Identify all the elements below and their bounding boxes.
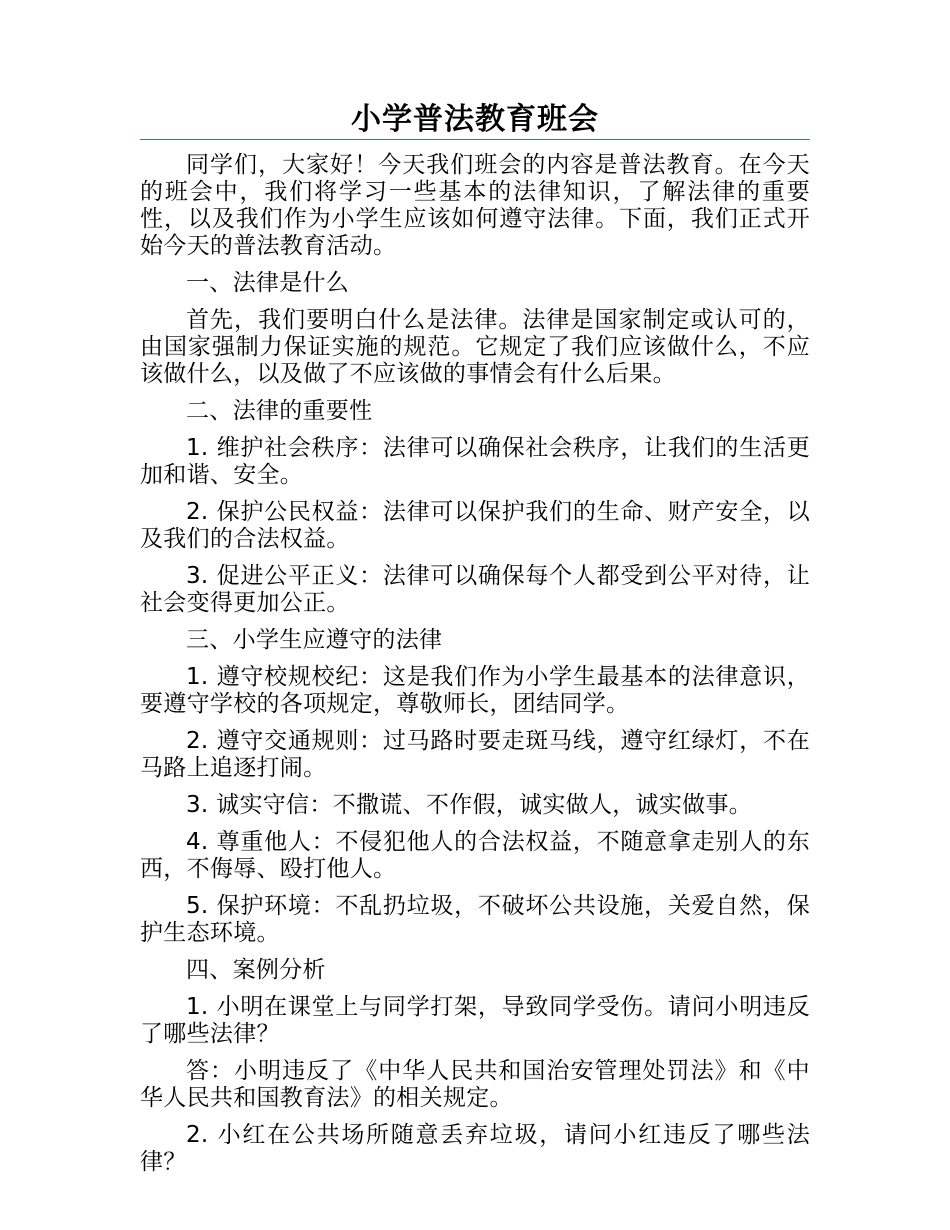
case-answer-1: 答：小明违反了《中华人民共和国治安管理处罚法》和《中华人民共和国教育法》的相关规定。	[140, 1058, 810, 1111]
case-question-1: 1. 小明在课堂上与同学打架，导致同学受伤。请问小明违反了哪些法律？	[140, 994, 810, 1047]
law-definition-paragraph: 首先，我们要明白什么是法律。法律是国家制定或认可的，由国家强制力保证实施的规范。它规定了我们应该做什么，不应该做什么，以及做了不应该做的事情会有什么后果。	[140, 307, 810, 387]
rule-item-5: 5. 保护环境：不乱扔垃圾，不破坏公共设施，关爱自然，保护生态环境。	[140, 893, 810, 946]
importance-item-2: 2. 保护公民权益：法律可以保护我们的生命、财产安全，以及我们的合法权益。	[140, 499, 810, 552]
intro-paragraph: 同学们，大家好！今天我们班会的内容是普法教育。在今天的班会中，我们将学习一些基本的法律知识，了解法律的重要性，以及我们作为小学生应该如何遵守法律。下面，我们正式开始今天的普法教育活动。	[140, 152, 810, 259]
title-underline	[140, 139, 810, 140]
importance-item-3: 3. 促进公平正义：法律可以确保每个人都受到公平对待，让社会变得更加公正。	[140, 563, 810, 616]
rule-item-1: 1. 遵守校规校纪：这是我们作为小学生最基本的法律意识，要遵守学校的各项规定，尊敬师长，团结同学。	[140, 664, 810, 717]
section-heading-3: 三、小学生应遵守的法律	[186, 627, 443, 653]
section-heading-1: 一、法律是什么	[186, 270, 350, 296]
rule-item-2: 2. 遵守交通规则：过马路时要走斑马线，遵守红绿灯，不在马路上追逐打闹。	[140, 728, 810, 781]
document-body	[140, 152, 810, 1176]
importance-item-1: 1. 维护社会秩序：法律可以确保社会秩序，让我们的生活更加和谐、安全。	[140, 435, 810, 488]
page-title: 小学普法教育班会	[351, 102, 599, 137]
section-heading-2: 二、法律的重要性	[186, 398, 373, 424]
rule-item-3: 3. 诚实守信：不撒谎、不作假，诚实做人，诚实做事。	[186, 792, 753, 818]
case-question-2: 2. 小红在公共场所随意丢弃垃圾，请问小红违反了哪些法律？	[140, 1122, 810, 1175]
rule-item-4: 4. 尊重他人：不侵犯他人的合法权益，不随意拿走别人的东西，不侮辱、殴打他人。	[140, 829, 810, 882]
section-heading-4: 四、案例分析	[186, 957, 326, 983]
